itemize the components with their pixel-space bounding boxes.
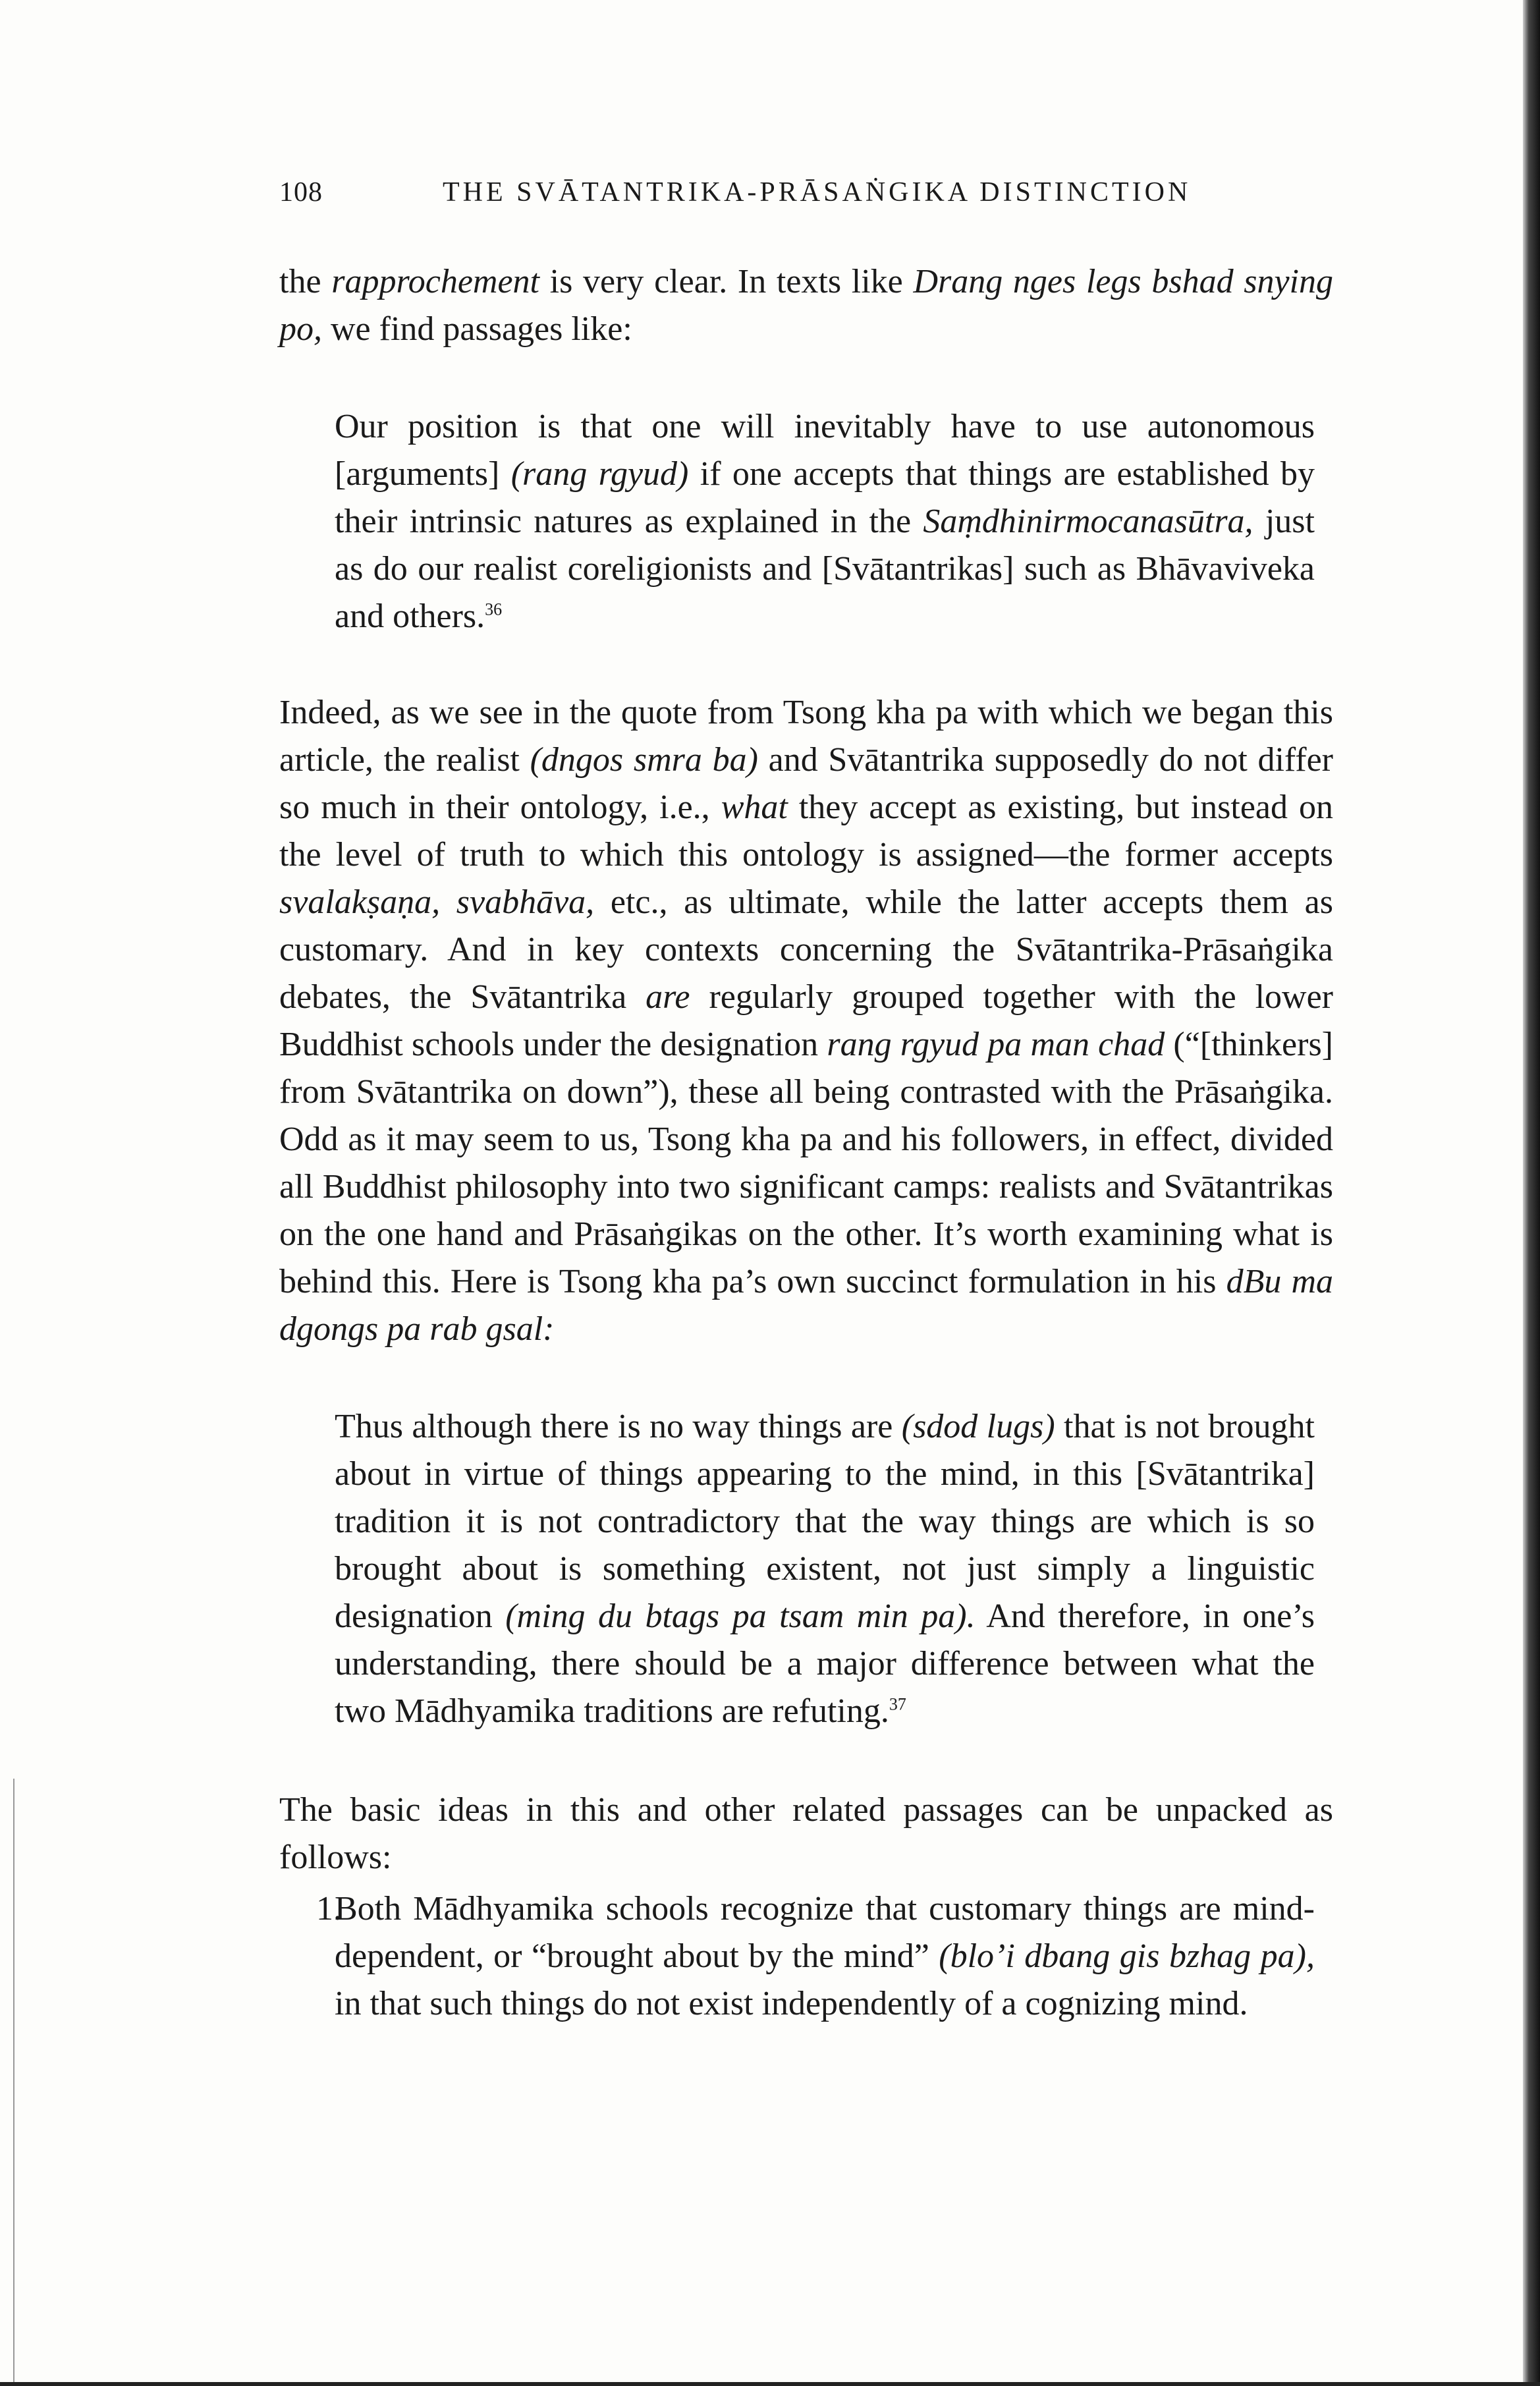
italic-run: Drang nges legs bshad snying po,	[279, 263, 1333, 348]
paragraph-2	[279, 689, 1333, 1353]
text-run: we find passages like:	[322, 310, 632, 348]
text-run: the	[279, 263, 332, 300]
text-run: Thus although there is no way things are	[335, 1408, 902, 1445]
paragraph-3	[279, 1787, 1333, 1881]
list-item-body	[335, 1885, 1315, 2028]
italic-run: rang rgyud pa man chad	[827, 1026, 1165, 1063]
italic-run: (sdod lugs)	[901, 1408, 1055, 1445]
paragraph-3-text: The basic ideas in this and other related passages can be unpacked as follows:	[279, 1791, 1333, 1876]
paragraph-1	[279, 258, 1333, 353]
numbered-list	[279, 1885, 1315, 2028]
italic-run: (rang rgyud)	[510, 455, 689, 493]
text-run: (“[thinkers] from Svātantrika on down”), these all being contrasted with the Prāsaṅgika. Odd as it may seem to us, Tsong kha pa and his followers, in effect, divided all Buddhist philosophy into two significant camps: realists and Svātantrikas on the one hand and Prāsaṅgikas on the other. It’s worth examining what is behind this. Here is Tsong kha pa’s own succinct formulation in his	[279, 1026, 1333, 1300]
italic-run: dBu ma dgongs pa rab gsal:	[279, 1263, 1333, 1348]
running-title: THE SVĀTANTRIKA-PRĀSAṄGIKA DISTINCTION	[443, 177, 1192, 208]
italic-run: (dngos smra ba)	[530, 741, 758, 779]
text-run: Indeed, as we see in the quote from Tsong kha pa with which we began this article, the realist	[279, 694, 1333, 779]
italic-run: what	[721, 789, 788, 826]
italic-run: are	[646, 978, 690, 1016]
text-run: and Svātantrika supposedly do not differ so much in their ontology, i.e.,	[279, 741, 1333, 826]
block-quote-2-text	[335, 1403, 1315, 1735]
text-run: etc., as ultimate, while the latter accepts them as customary. And in key contexts concerning the Svātantrika-Prāsaṅgika debates, the Svātantrika	[279, 883, 1333, 1016]
text-run: just as do our realist coreligionists and [Svātantrikas] such as Bhāvaviveka and others.	[335, 503, 1315, 635]
text-run: in that such things do not exist independently of a cognizing mind.	[335, 1985, 1248, 2022]
block-quote-2	[335, 1403, 1315, 1735]
block-quote-1-text	[335, 403, 1315, 640]
text-run: Both Mādhyamika schools recognize that customary things are mind-dependent, or “brought about by the mind”	[335, 1890, 1315, 1975]
text-run: they accept as existing, but instead on the level of truth to which this ontology is assigned—the former accepts	[279, 789, 1333, 874]
running-head	[279, 177, 1191, 208]
text-run: if one accepts that things are established by their intrinsic natures as explained in the	[335, 455, 1315, 540]
text-run: that is not brought about in virtue of things appearing to the mind, in this [Svātantrika] tradition it is not contradictory that the way things are which is so brought about is something existent, not just simply a linguistic designation	[335, 1408, 1315, 1635]
footnote-ref-36[interactable]: 36	[485, 599, 503, 619]
italic-run: Saṃdhinirmocanasūtra,	[923, 503, 1253, 540]
italic-run: rapprochement	[331, 263, 539, 300]
list-item	[279, 1885, 1315, 2028]
italic-run: (ming du btags pa tsam min pa).	[505, 1597, 976, 1635]
page-number: 108	[279, 177, 323, 208]
text-run: And therefore, in one’s understanding, there should be a major difference between what the two Mādhyamika traditions are refuting.	[335, 1597, 1315, 1730]
paragraph-1-text	[279, 258, 1333, 353]
list-item-number: 1.	[316, 1890, 342, 1928]
block-quote-1	[335, 403, 1315, 640]
footnote-ref-37[interactable]: 37	[889, 1694, 906, 1714]
italic-run: (blo’i dbang gis bzhag pa),	[939, 1937, 1315, 1975]
list-item-text	[335, 1885, 1315, 2028]
italic-run: svalakṣaṇa, svabhāva,	[279, 883, 595, 921]
paragraph-2-text	[279, 689, 1333, 1353]
text-run: regularly grouped together with the lower Buddhist schools under the designation	[279, 978, 1333, 1063]
text-run: is very clear. In texts like	[539, 263, 914, 300]
text-run: Our position is that one will inevitably have to use autonomous [arguments]	[335, 408, 1315, 493]
